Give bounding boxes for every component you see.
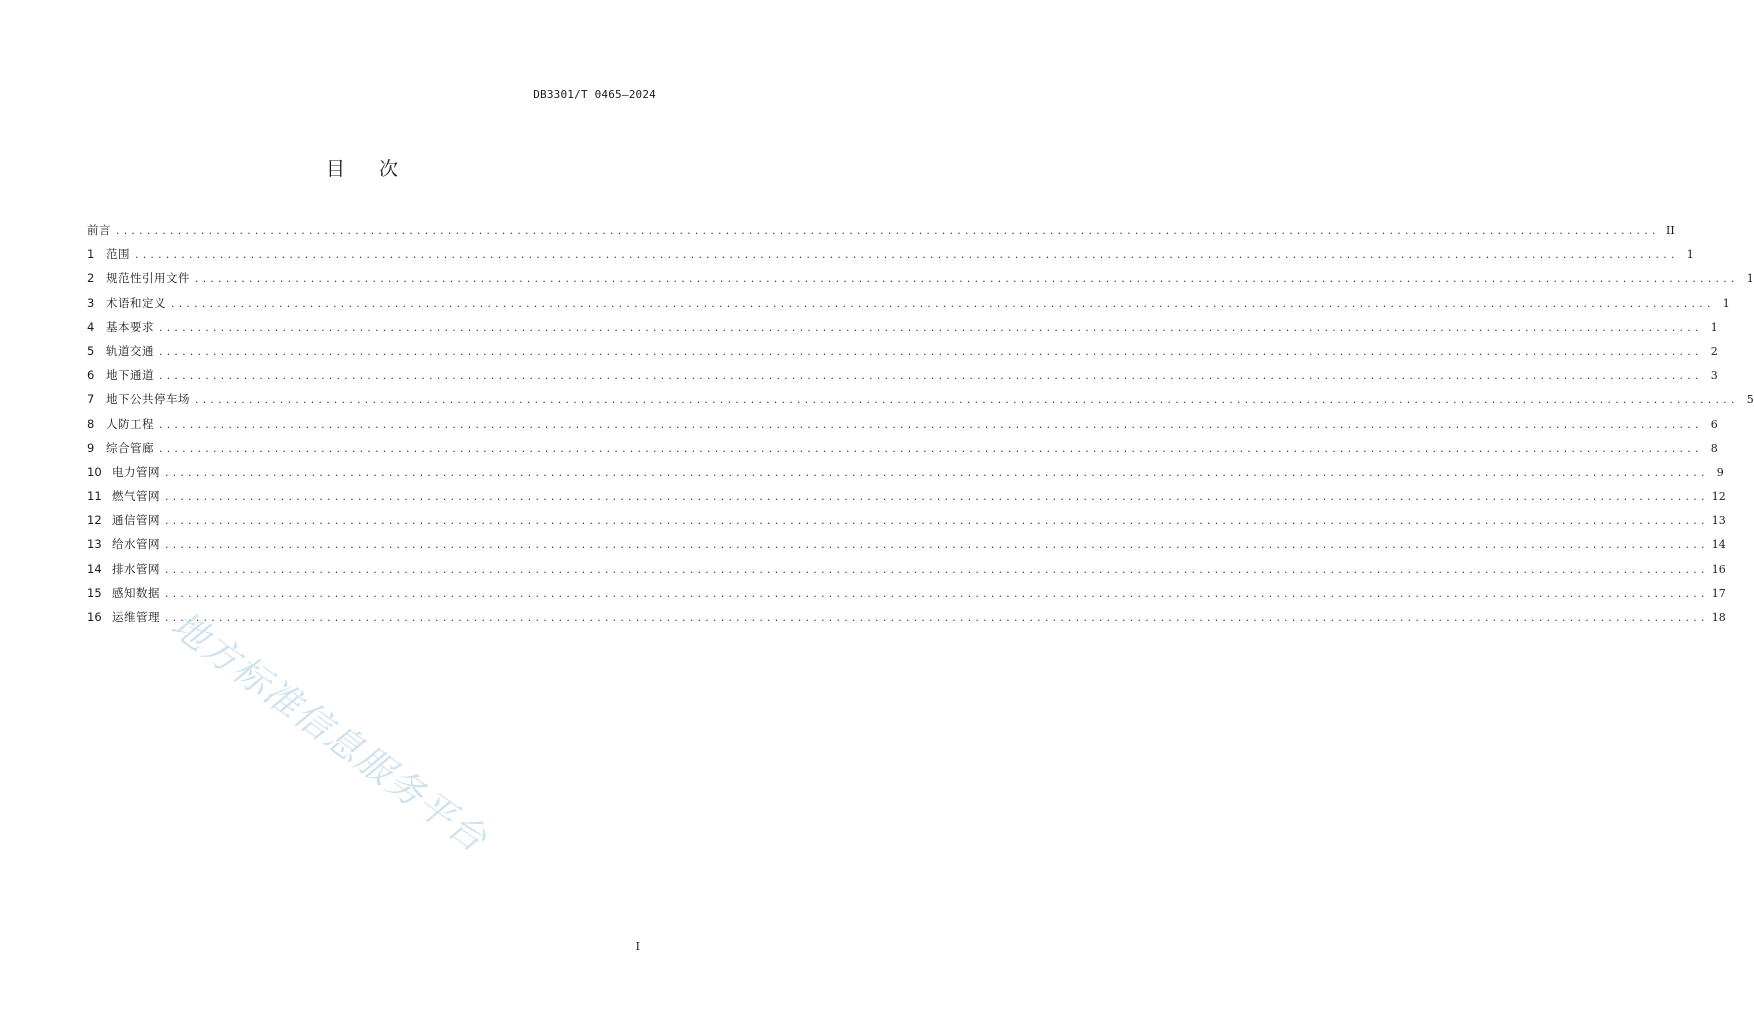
toc-entry[interactable] (87, 532, 1726, 556)
toc-entry-page: II (1666, 224, 1675, 237)
toc-dot-leader: ........................................................................................................................................................................................................ (164, 565, 1708, 576)
toc-entry-label: 地下公共停车场 (106, 392, 190, 407)
toc-entry-label: 人防工程 (106, 416, 154, 431)
toc-entry-page: 12 (1711, 490, 1726, 504)
toc-entry[interactable] (87, 484, 1726, 508)
toc-entry-number: 5 (87, 343, 95, 358)
toc-dot-leader: ........................................................................................................................................................................................................ (170, 299, 1714, 310)
toc-dot-leader: ........................................................................................................................................................................................................ (164, 517, 1708, 528)
toc-dot-leader: ........................................................................................................................................................................................................ (194, 396, 1738, 407)
toc-entry-label: 感知数据 (112, 585, 160, 600)
toc-entry-number: 11 (87, 489, 102, 504)
toc-entry-label: 前言 (87, 223, 111, 237)
toc-entry-label: 规范性引用文件 (106, 271, 190, 286)
toc-entry-number: 13 (87, 537, 102, 552)
title-char-1: 目 (325, 158, 345, 180)
toc-dot-leader: ........................................................................................................................................................................................................ (164, 614, 1708, 624)
toc-entry-page: 3 (1710, 369, 1718, 383)
toc-entry-page: 16 (1711, 562, 1726, 576)
table-of-contents (87, 218, 1754, 629)
toc-entry-number: 15 (87, 585, 102, 600)
toc-entry[interactable] (87, 242, 1694, 266)
toc-dot-leader: ........................................................................................................................................................................................................ (158, 347, 1702, 358)
toc-entry-page: 2 (1710, 344, 1718, 358)
toc-dot-leader: ........................................................................................................................................................................................................ (115, 227, 1659, 237)
toc-dot-leader: ........................................................................................................................................................................................................ (158, 420, 1702, 431)
toc-entry-page: 9 (1716, 465, 1724, 479)
toc-entry-page: 1 (1746, 272, 1754, 286)
toc-entry-label: 电力管网 (112, 464, 160, 479)
toc-dot-leader: ........................................................................................................................................................................................................ (164, 493, 1708, 504)
toc-entry[interactable] (87, 315, 1718, 339)
toc-dot-leader: ........................................................................................................................................................................................................ (134, 251, 1678, 262)
toc-entry-label: 排水管网 (112, 561, 160, 576)
toc-entry-page: 17 (1711, 586, 1726, 600)
toc-entry-page: 6 (1710, 417, 1718, 431)
toc-entry[interactable] (87, 363, 1718, 387)
toc-entry-number: 16 (87, 610, 102, 624)
toc-entry-label: 通信管网 (112, 513, 160, 528)
toc-entry-page: 1 (1686, 248, 1694, 262)
toc-dot-leader: ........................................................................................................................................................................................................ (158, 372, 1702, 383)
toc-entry[interactable] (87, 508, 1726, 532)
toc-entry[interactable] (87, 412, 1718, 436)
toc-entry-number: 10 (87, 464, 102, 479)
toc-entry-number: 1 (87, 247, 95, 262)
toc-entry-number: 6 (87, 368, 95, 383)
toc-entry-label: 燃气管网 (112, 489, 160, 504)
toc-entry-label: 基本要求 (106, 319, 154, 334)
toc-dot-leader: ........................................................................................................................................................................................................ (164, 541, 1708, 552)
toc-entry-page: 1 (1710, 320, 1718, 334)
toc-dot-leader: ........................................................................................................................................................................................................ (158, 444, 1702, 455)
toc-entry-page: 5 (1746, 393, 1754, 407)
page-number: I (635, 940, 640, 953)
toc-entry-page: 1 (1722, 296, 1730, 310)
toc-entry-number: 9 (87, 440, 95, 455)
toc-dot-leader: ........................................................................................................................................................................................................ (158, 323, 1702, 334)
standard-code: DB3301/T 0465—2024 (533, 88, 656, 101)
toc-entry[interactable] (87, 266, 1754, 290)
toc-entry-label: 轨道交通 (106, 343, 154, 358)
toc-entry-number: 12 (87, 513, 102, 528)
toc-entry-label: 综合管廊 (106, 440, 154, 455)
toc-entry[interactable] (87, 387, 1754, 411)
toc-entry[interactable] (87, 557, 1726, 581)
toc-entry[interactable] (87, 460, 1724, 484)
toc-dot-leader: ........................................................................................................................................................................................................ (164, 468, 1708, 479)
page-title (0, 154, 724, 181)
toc-entry-label: 范围 (106, 247, 130, 262)
toc-dot-leader: ........................................................................................................................................................................................................ (164, 589, 1708, 600)
toc-entry-number: 2 (87, 271, 95, 286)
toc-entry[interactable] (87, 581, 1726, 605)
toc-entry-number: 7 (87, 392, 95, 407)
toc-entry-page: 14 (1711, 538, 1726, 552)
toc-entry-page: 8 (1710, 441, 1718, 455)
toc-entry-page: 18 (1711, 611, 1726, 624)
toc-entry-number: 14 (87, 561, 102, 576)
toc-entry-page: 13 (1711, 514, 1726, 528)
toc-entry[interactable] (87, 339, 1718, 363)
toc-entry-label: 地下通道 (106, 368, 154, 383)
toc-entry-number: 4 (87, 319, 95, 334)
toc-entry[interactable] (87, 218, 1675, 242)
toc-dot-leader: ........................................................................................................................................................................................................ (194, 275, 1738, 286)
title-char-2: 次 (379, 158, 399, 180)
toc-entry-label: 给水管网 (112, 537, 160, 552)
watermark: 地方标准信息服务平台 (163, 604, 495, 862)
toc-entry[interactable] (87, 291, 1730, 315)
toc-entry-number: 8 (87, 416, 95, 431)
toc-entry-label: 运维管理 (112, 610, 160, 624)
toc-entry[interactable] (87, 436, 1718, 460)
toc-entry-number: 3 (87, 295, 95, 310)
toc-entry-label: 术语和定义 (106, 295, 166, 310)
